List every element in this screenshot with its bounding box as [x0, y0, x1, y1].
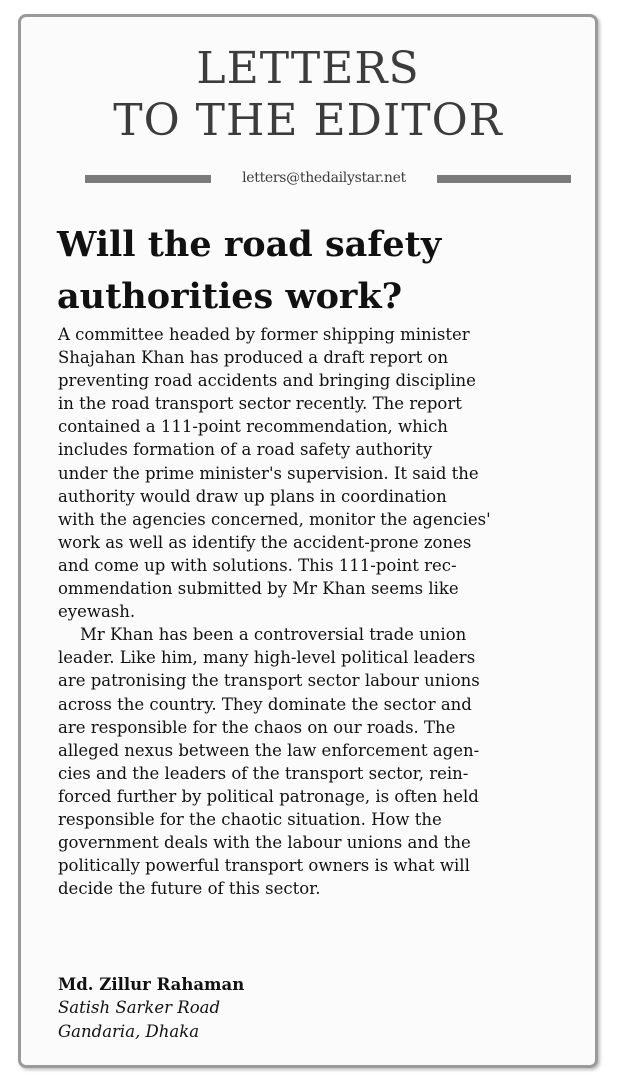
masthead-line-2: TO THE EDITOR	[113, 95, 503, 146]
body-line: with the agencies concerned, monitor the agencies'	[58, 509, 491, 529]
body-line: are patronising the transport sector labour unions	[58, 671, 480, 691]
body-line: cies and the leaders of the transport sector, rein-	[58, 763, 469, 783]
body-line: in the road transport sector recently. The report	[58, 394, 462, 414]
body-line: leader. Like him, many high-level political leaders	[58, 648, 476, 668]
email-rule	[85, 169, 571, 187]
paragraph-2	[58, 623, 578, 900]
body-line: work as well as identify the accident-prone zones	[58, 532, 472, 552]
letter-headline	[57, 219, 577, 323]
body-line: preventing road accidents and bringing discipline	[58, 371, 476, 391]
body-line: ommendation submitted by Mr Khan seems like	[58, 579, 459, 599]
letters-column	[18, 14, 598, 1068]
author-address-line-1: Satish Sarker Road	[58, 998, 221, 1018]
body-line: contained a 111-point recommendation, which	[58, 417, 448, 437]
author-address-line-2: Gandaria, Dhaka	[58, 1021, 200, 1041]
letter-signature	[58, 973, 578, 1043]
body-line: responsible for the chaotic situation. How the	[58, 809, 442, 829]
body-line: across the country. They dominate the sector and	[58, 694, 472, 714]
letter-body	[58, 323, 578, 900]
body-line: includes formation of a road safety authority	[58, 440, 433, 460]
editor-email: letters@thedailystar.net	[242, 170, 406, 186]
body-line: Mr Khan has been a controversial trade union	[80, 625, 467, 645]
body-line: and come up with solutions. This 111-point rec-	[58, 555, 457, 575]
paragraph-1	[58, 323, 578, 623]
section-masthead	[21, 43, 595, 147]
body-line: alleged nexus between the law enforcement agen-	[58, 740, 480, 760]
body-line: are responsible for the chaos on our roads. The	[58, 717, 456, 737]
author-name: Md. Zillur Rahaman	[58, 975, 245, 994]
body-line: authority would draw up plans in coordination	[58, 486, 447, 506]
rule-bar-right	[437, 175, 571, 183]
body-line: politically powerful transport owners is what will	[58, 856, 470, 876]
body-line: government deals with the labour unions and the	[58, 833, 471, 853]
body-line: A committee headed by former shipping minister	[58, 325, 470, 344]
masthead-line-1: LETTERS	[196, 43, 420, 94]
headline-line: Will the road safety	[57, 224, 442, 265]
body-line: decide the future of this sector.	[58, 879, 321, 899]
rule-bar-left	[85, 175, 211, 183]
body-line: eyewash.	[58, 602, 136, 622]
headline-line: authorities work?	[57, 276, 403, 317]
body-line: under the prime minister's supervision. It said the	[58, 463, 479, 483]
body-line: Shajahan Khan has produced a draft report on	[58, 348, 449, 368]
body-line: forced further by political patronage, is often held	[58, 786, 479, 806]
